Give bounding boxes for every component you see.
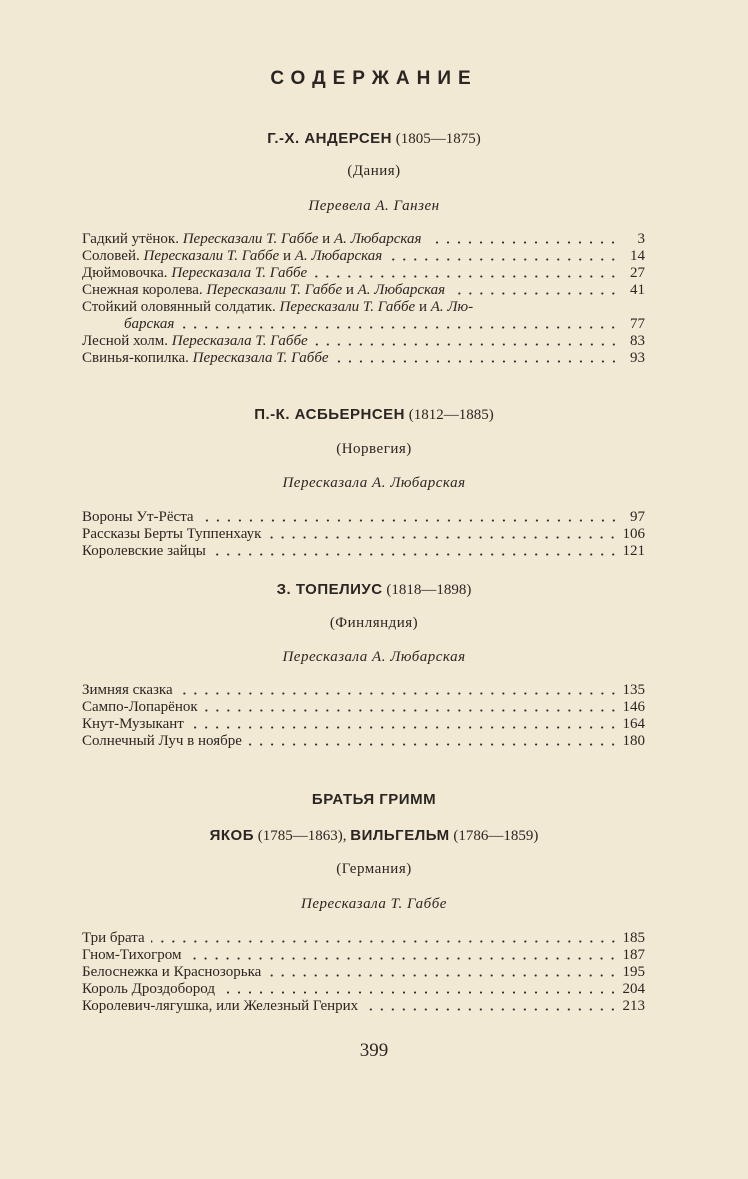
entry-text: Королевские зайцы	[82, 543, 206, 559]
dot-leader	[212, 553, 619, 556]
toc-entry	[82, 299, 645, 316]
entry-title	[82, 947, 181, 964]
dot-leader	[313, 275, 619, 278]
entry-title	[82, 526, 261, 543]
toc-list	[82, 930, 645, 1015]
country: (Германия)	[336, 861, 412, 877]
entry-credit: Пересказала Т. Габбе	[171, 265, 308, 281]
author-heading	[0, 581, 748, 599]
toc-list	[82, 231, 645, 367]
entry-text: и	[318, 231, 334, 247]
entry-credit: Пересказали Т. Габбе	[279, 299, 416, 315]
entry-text: Сампо-Лопарёнок	[82, 699, 198, 715]
entry-credit: Пересказали Т. Габбе	[182, 231, 319, 247]
entry-page: 27	[630, 265, 645, 281]
dot-leader	[364, 1008, 618, 1011]
dot-leader	[427, 241, 619, 244]
toc-entry	[82, 964, 645, 981]
author-heading	[0, 827, 748, 845]
toc-entry	[82, 699, 645, 716]
toc-entry	[82, 350, 645, 367]
entry-title	[82, 964, 261, 981]
entry-page: 14	[630, 248, 645, 264]
toc-entry	[82, 998, 645, 1015]
dot-leader	[180, 326, 619, 329]
entry-text: Белоснежка и Краснозорька	[82, 964, 262, 980]
entry-title	[82, 699, 198, 716]
dot-leader	[221, 991, 619, 994]
toc-entry	[82, 543, 645, 560]
entry-text: Снежная королева.	[82, 282, 207, 298]
entry-page: 77	[630, 316, 645, 332]
toc-entry	[82, 981, 645, 998]
entry-text: Три брата	[82, 930, 145, 946]
author-heading	[0, 130, 748, 148]
entry-text: Свинья-копилка.	[82, 350, 193, 366]
entry-title	[82, 998, 358, 1015]
toc-entry	[82, 265, 645, 282]
page-number: 399	[359, 1040, 389, 1061]
toc-entry	[82, 333, 645, 350]
translator: Пересказала А. Любарская	[282, 475, 466, 491]
entry-title	[82, 350, 329, 367]
dot-leader	[314, 343, 619, 346]
dot-leader	[335, 360, 619, 363]
toc-entry	[82, 947, 645, 964]
entry-page: 106	[622, 526, 645, 542]
entry-text: Рассказы Берты Туппенхаук	[82, 526, 262, 542]
entry-title	[82, 930, 145, 947]
toc-entry	[82, 930, 645, 947]
country: (Норвегия)	[336, 441, 412, 457]
dot-leader	[190, 726, 619, 729]
toc-entry	[82, 231, 645, 248]
entry-credit: Пересказала Т. Габбе	[192, 350, 329, 366]
toc-entry	[82, 716, 645, 733]
entry-title	[82, 231, 421, 248]
entry-text: Солнечный Луч в ноябре	[82, 733, 242, 749]
entry-text: и	[415, 299, 431, 315]
entry-credit: А. Любарская	[294, 248, 383, 264]
entry-credit: Пересказали Т. Габбе	[143, 248, 280, 264]
dot-leader	[187, 957, 618, 960]
toc-list	[82, 682, 645, 750]
entry-page: 195	[622, 964, 645, 980]
entry-text: Дюймовочка.	[82, 265, 172, 281]
toc-entry	[82, 316, 645, 333]
author-name: Г.-Х. АНДЕРСЕН	[267, 130, 393, 147]
entry-text: Вороны Ут-Рёста	[82, 509, 194, 525]
entry-text: Король Дроздобород	[82, 981, 215, 997]
entry-page: 93	[630, 350, 645, 366]
author-name: П.-К. АСБЬЕРНСЕН	[254, 406, 406, 423]
dot-leader	[267, 974, 618, 977]
translator: Пересказала Т. Габбе	[301, 896, 447, 912]
entry-page: 3	[637, 231, 645, 247]
country: (Финляндия)	[329, 615, 419, 631]
entry-title	[82, 543, 206, 560]
country: (Дания)	[347, 163, 401, 179]
entry-text: Зимняя сказка	[82, 682, 173, 698]
dot-leader	[451, 292, 619, 295]
dot-leader	[388, 258, 619, 261]
author-dates: (1786—1859)	[453, 828, 539, 844]
author-heading	[0, 406, 748, 424]
entry-title	[82, 299, 473, 316]
entry-title	[82, 682, 173, 699]
author-dates: (1818—1898)	[386, 582, 472, 598]
author-name: З. ТОПЕЛИУС	[276, 581, 383, 598]
entry-page: 83	[630, 333, 645, 349]
entry-page: 204	[622, 981, 645, 997]
entry-credit: барская	[124, 316, 175, 332]
entry-page: 121	[622, 543, 645, 559]
entry-title	[82, 248, 382, 265]
toc-list	[82, 509, 645, 560]
dot-leader	[151, 940, 619, 943]
entry-credit: А. Лю-	[430, 299, 474, 315]
entry-text: и	[279, 248, 295, 264]
entry-page: 180	[622, 733, 645, 749]
entry-title	[82, 509, 194, 526]
entry-page: 97	[630, 509, 645, 525]
entry-title	[82, 333, 308, 350]
author-name: ЯКОБ	[209, 827, 255, 844]
entry-title	[82, 265, 307, 282]
entry-title	[124, 316, 174, 333]
entry-title	[82, 282, 445, 299]
page-title: СОДЕРЖАНИЕ	[270, 68, 478, 89]
entry-title	[82, 716, 184, 733]
entry-text: Стойкий оловянный солдатик.	[82, 299, 280, 315]
entry-text: Гном-Тихогром	[82, 947, 182, 963]
entry-page: 187	[622, 947, 645, 963]
group-title: БРАТЬЯ ГРИММ	[311, 791, 437, 808]
entry-credit: Пересказали Т. Габбе	[206, 282, 343, 298]
toc-entry	[82, 682, 645, 699]
entry-credit: А. Любарская	[333, 231, 422, 247]
toc-entry	[82, 526, 645, 543]
entry-text: и	[342, 282, 358, 298]
entry-page: 146	[622, 699, 645, 715]
entry-text: Гадкий утёнок.	[82, 231, 183, 247]
toc-entry	[82, 248, 645, 265]
entry-text: Кнут-Музыкант	[82, 716, 184, 732]
dot-leader	[248, 743, 619, 746]
dot-leader	[267, 536, 618, 539]
dot-leader	[200, 519, 619, 522]
entry-text: Королевич-лягушка, или Железный Генрих	[82, 998, 359, 1014]
dot-leader	[204, 709, 619, 712]
translator: Пересказала А. Любарская	[282, 649, 466, 665]
author-dates: (1785—1863),	[257, 828, 347, 844]
author-dates: (1812—1885)	[408, 407, 494, 423]
entry-title	[82, 733, 242, 750]
entry-credit: А. Любарская	[357, 282, 446, 298]
toc-entry	[82, 509, 645, 526]
author-name: ВИЛЬГЕЛЬМ	[350, 827, 450, 844]
entry-page: 135	[622, 682, 645, 698]
entry-page: 41	[630, 282, 645, 298]
translator: Перевела А. Ганзен	[308, 198, 440, 214]
entry-text: Соловей.	[82, 248, 144, 264]
group-heading	[0, 791, 748, 809]
entry-page: 164	[622, 716, 645, 732]
toc-entry	[82, 733, 645, 750]
author-dates: (1805—1875)	[395, 131, 481, 147]
toc-entry	[82, 282, 645, 299]
dot-leader	[179, 692, 619, 695]
entry-title	[82, 981, 215, 998]
entry-text: Лесной холм.	[82, 333, 172, 349]
entry-credit: Пересказала Т. Габбе	[171, 333, 308, 349]
entry-page: 185	[622, 930, 645, 946]
entry-page: 213	[622, 998, 645, 1014]
